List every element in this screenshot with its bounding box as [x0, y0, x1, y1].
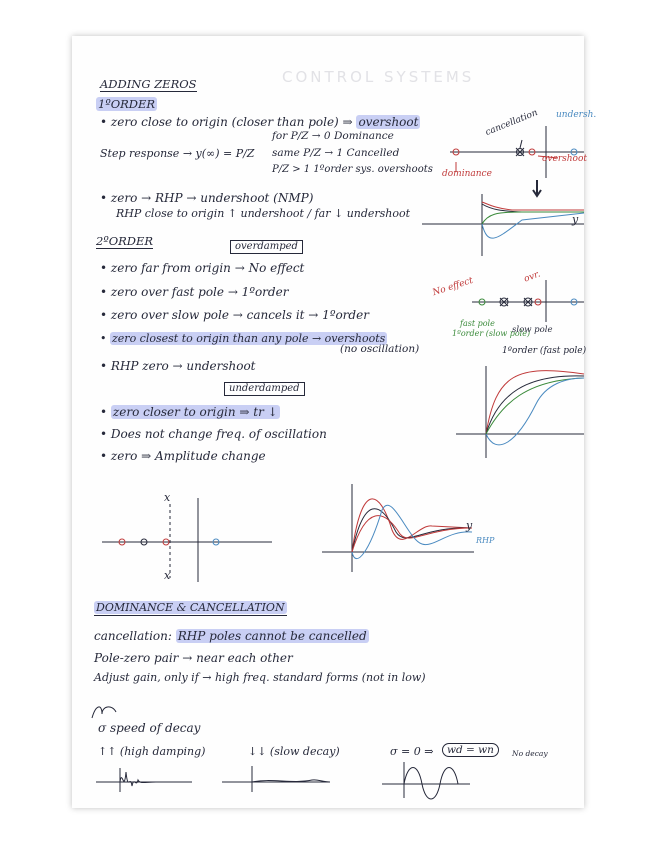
freq-unchanged-line: • Does not change freq. of oscillation	[100, 427, 327, 441]
slow-decay-sketch	[222, 764, 332, 794]
rhp-close-line: RHP close to origin ↑ undershoot / far ↓ undershoot	[116, 207, 411, 220]
slow-pole-label: slow pole	[512, 325, 553, 335]
underdamped-pole-zero-plot	[102, 492, 272, 584]
pole-zero-pair-line: Pole-zero pair → near each other	[94, 651, 293, 665]
pole-x-lower: x	[164, 569, 171, 582]
no-decay-sketch	[382, 760, 472, 800]
underdamped-step-response	[322, 480, 478, 576]
cancellation-label: cancellation	[484, 107, 540, 139]
first-order-step-response	[422, 194, 584, 260]
closer-origin-line: • zero closer to origin ⇒ tr ↓	[100, 405, 278, 419]
second-order-heading: 2ºORDER	[96, 234, 154, 248]
wd-wn-label: wd = wn	[442, 743, 499, 757]
zero-rhp-line: • zero → RHP → undershoot (NMP)	[100, 191, 314, 205]
rhp-zero-line: • RHP zero → undershoot	[100, 359, 256, 373]
second-order-step-response	[456, 364, 584, 460]
rhp-label: RHP	[476, 536, 495, 545]
no-decay-label: No decay	[512, 749, 548, 758]
adjust-gain-line: Adjust gain, only if → high freq. standard forms (not in low)	[94, 671, 426, 684]
fast-pole-label: fast pole	[460, 319, 495, 328]
sigma-zero-label: σ = 0 ⇒	[390, 745, 434, 758]
closest-origin-line: • zero closest to origin than any pole → overshoots	[100, 332, 386, 345]
dominance-heading: DOMINANCE & CANCELLATION	[96, 601, 285, 614]
underdamped-label: underdamped	[224, 382, 305, 396]
first-order-slow-label: 1ºorder (slow pole)	[452, 329, 531, 338]
over-fast-pole-line: • zero over fast pole → 1ºorder	[100, 285, 289, 299]
sigma-speed-line: σ speed of decay	[98, 721, 201, 735]
squiggle-icon	[90, 704, 120, 722]
first-order-heading: 1ºORDER	[98, 97, 156, 111]
far-origin-line: • zero far from origin → No effect	[100, 261, 305, 275]
y-label-2: y	[466, 519, 473, 532]
ovr-label: ovr.	[522, 269, 542, 285]
show-through-title: CONTROL SYSTEMS	[282, 68, 475, 86]
zero-close-line: • zero close to origin (closer than pole) ⇒ overshoot	[100, 115, 419, 129]
step-response-line: Step response → y(∞) = P/Z	[100, 147, 255, 160]
slow-decay-label: ↓↓ (slow decay)	[248, 745, 340, 758]
no-oscillation-note: (no oscillation)	[340, 343, 420, 355]
notebook-page	[72, 36, 597, 808]
y-label-1: y	[572, 213, 579, 226]
pole-x-upper: x	[164, 491, 171, 504]
adding-zeros-heading: ADDING ZEROS	[100, 77, 197, 91]
same-cancelled-line: same P/Z → 1 Cancelled	[272, 147, 400, 159]
overdamped-label: overdamped	[230, 240, 303, 254]
first-order-fast-label: 1ºorder (fast pole)	[502, 346, 587, 356]
for-dominance-line: for P/Z → 0 Dominance	[272, 130, 394, 142]
dominance-label: dominance	[442, 169, 492, 179]
over-slow-pole-line: • zero over slow pole → cancels it → 1ºorder	[100, 308, 369, 322]
high-damping-sketch	[96, 764, 196, 794]
ratio-overshoots-line: P/Z > 1 1ºorder sys. overshoots	[272, 164, 433, 175]
cancellation-line: cancellation: RHP poles cannot be cancelled	[94, 629, 367, 643]
amplitude-line: • zero ⇒ Amplitude change	[100, 449, 266, 463]
high-damping-label: ↑↑ (high damping)	[98, 745, 206, 758]
overshoot-label: overshoot	[542, 154, 587, 164]
no-effect-label: No effect	[431, 275, 475, 299]
undershoot-label: undersh.	[556, 110, 597, 120]
